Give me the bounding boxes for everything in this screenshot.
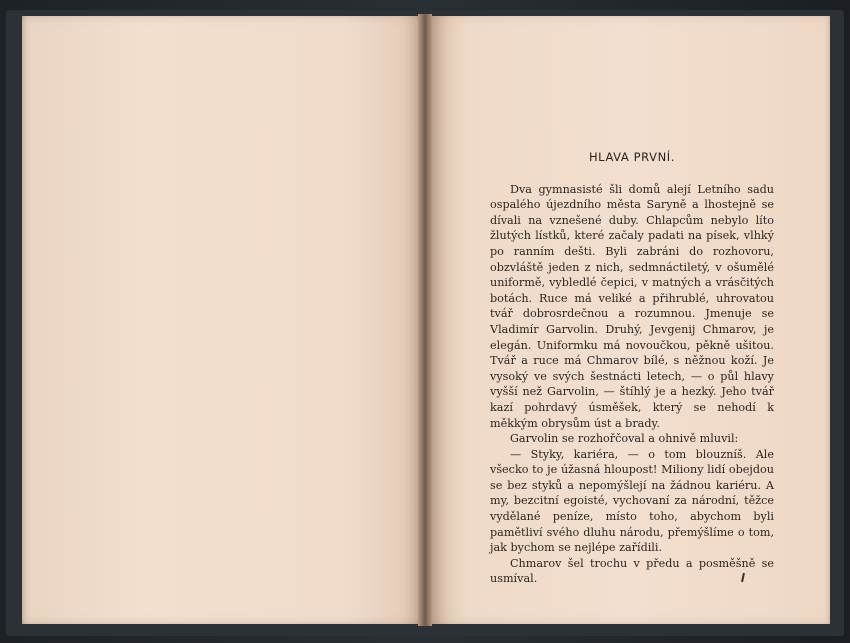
left-page [22, 16, 422, 624]
paragraph-1: Dva gymnasisté šli domů alejí Letního sadu ospalého újezdního města Saryně a lhostejně se dívali na vznešené duby. Chlapcům nebylo líto žlutých lístků, které začaly padati na písek, vlhký po ranním dešti. Byli zabráni do rozhovoru, obzvláště jeden z nich, sedmnáctiletý, v ošumělé uniformě, vybledlé čepici, v matných a vrásčitých botách. Ruce má veliké a přihrublé, uhrovatou tvář dobrosrdečnou a rozumnou. Jmenuje se Vladimír Garvolin. Druhý, Jevgenij Chmarov, je elegán. Uniformku má novoučkou, pěkně ušitou. Tvář a ruce má Chmarov bílé, s něžnou koží. Je vysoký ve svých šestnácti letech, — o půl hlavy vyšší než Garvolin, — štíhlý je a hezký. Jeho tvář kazí pohrdavý úsměšek, který se nehodí k měkkým obrysům úst a brady. [490, 182, 774, 430]
paragraph-4: Chmarov šel trochu v předu a posměšně se usmíval. [490, 556, 774, 586]
book-spine-gutter [418, 14, 432, 626]
chapter-title: HLAVA PRVNÍ. [588, 150, 676, 164]
right-page-text [490, 150, 774, 587]
paragraph-3: — Styky, kariéra, — o tom blouzníš. Ale všecko to je úžasná hloupost! Miliony lidí obejdou se bez styků a nepomýšlejí na žádnou kariéru. A my, bezcitní egoisté, vychovaní za národní, těžce vydělané peníze, místo toho, abychom byli pamětliví svého dluhu národu, přemýšlíme o tom, jak bychom se nejlépe zařídili. [490, 447, 774, 555]
paragraph-2: Garvolin se rozhořčoval a ohnivě mluvil: [510, 432, 739, 446]
